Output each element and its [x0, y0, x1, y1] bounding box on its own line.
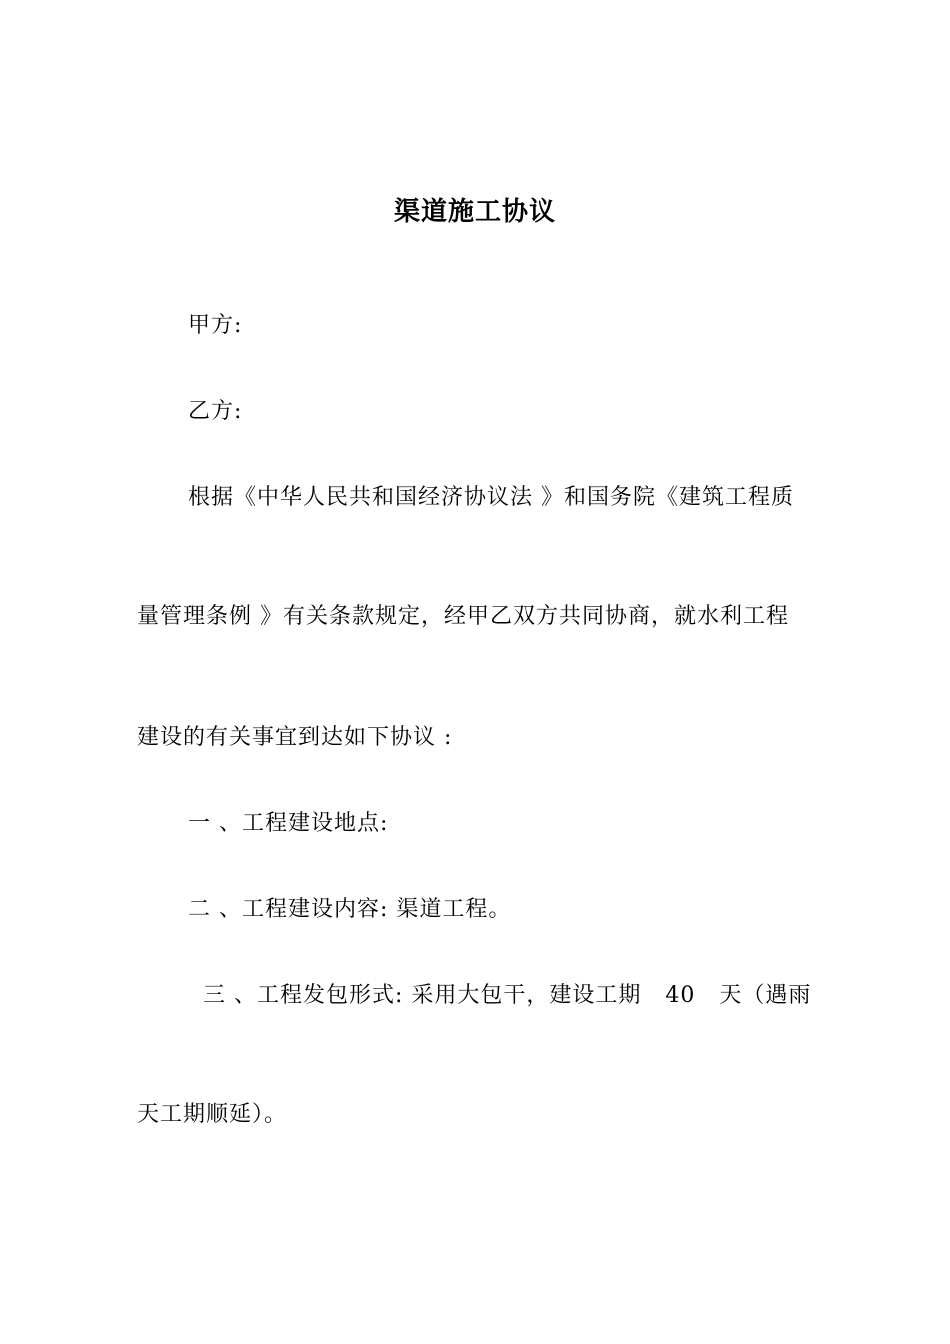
document-title: 渠道施工协议: [393, 197, 556, 227]
preamble-line-2: 量管理条例 》有关条款规定，经甲乙双方共同协商，就水利工程: [137, 604, 789, 629]
party-b-label: 乙方:: [188, 399, 243, 424]
preamble-line-1: 根据《中华人民共和国经济协议法 》和国务院《建筑工程质: [188, 485, 794, 510]
party-a-label: 甲方:: [188, 313, 243, 338]
clause-2: 二 、工程建设内容: 渠道工程。: [188, 897, 512, 922]
clause-1: 一 、工程建设地点:: [188, 811, 389, 836]
clause-3-line-1: 三 、工程发包形式: 采用大包干，建设工期 40 天（遇雨: [203, 983, 812, 1008]
preamble-line-3: 建设的有关事宜到达如下协议 :: [137, 725, 453, 750]
clause-3-line-2: 天工期顺延）。: [137, 1102, 288, 1127]
